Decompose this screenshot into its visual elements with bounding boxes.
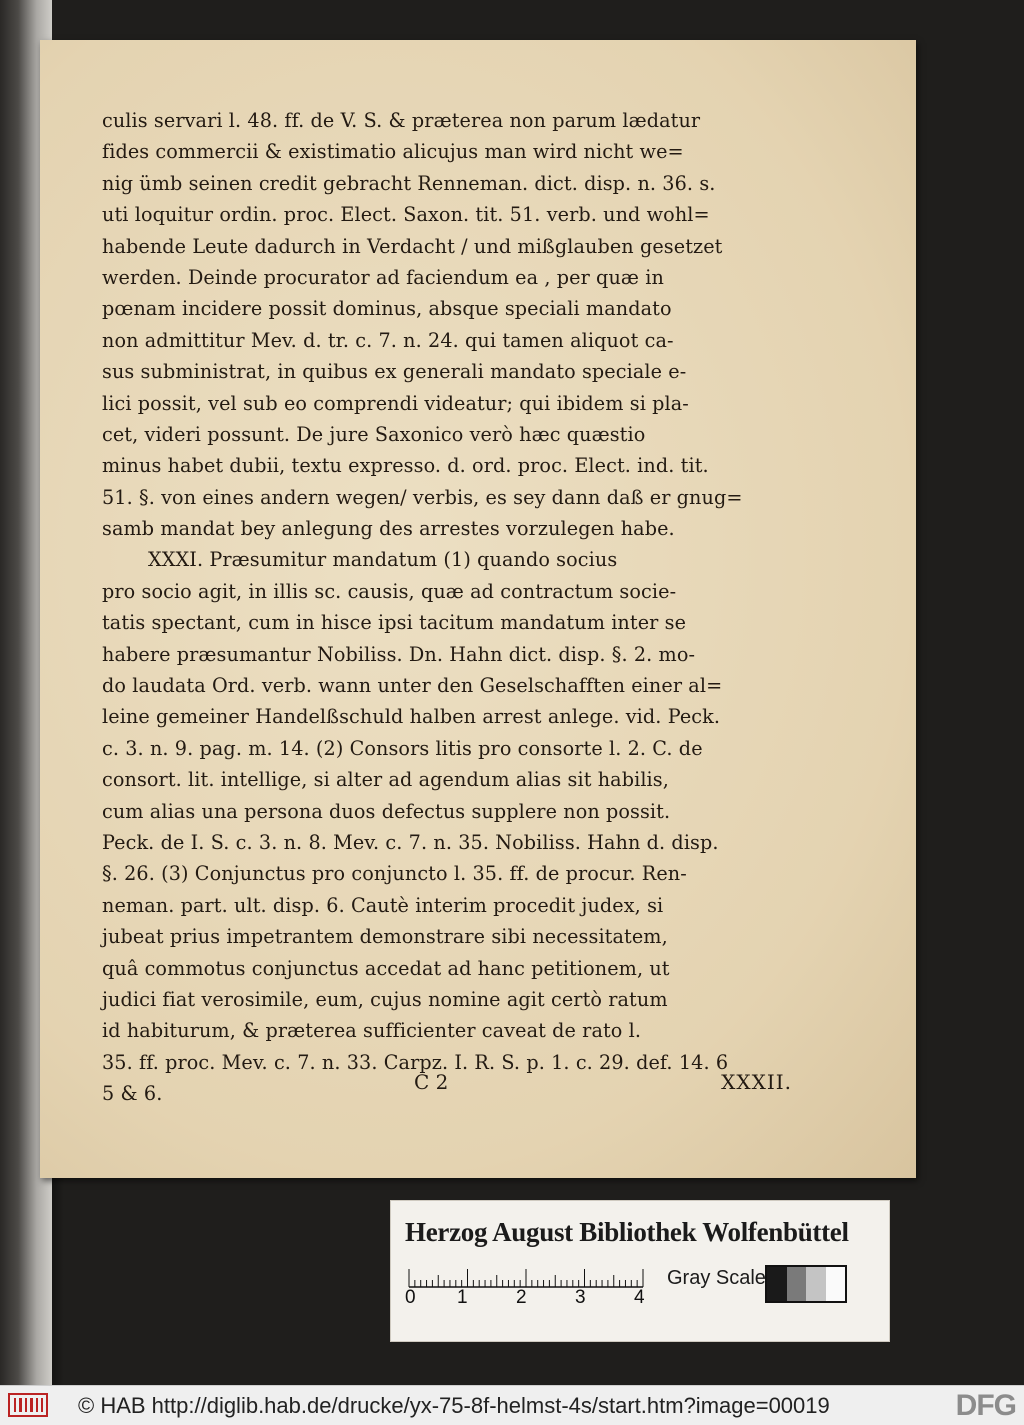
text-line: jubeat prius impetrantem demonstrare sibi necessitatem, (102, 925, 668, 949)
text-line: pro socio agit, in illis sc. causis, quæ ad contractum socie- (102, 579, 677, 603)
library-label (390, 1200, 890, 1342)
catchword: XXXII. (721, 1070, 792, 1094)
text-line: 51. §. von eines andern wegen/ verbis, es sey dann daß er gnug= (102, 485, 743, 509)
credit-bar (0, 1385, 1024, 1425)
text-line: habere præsumantur Nobiliss. Dn. Hahn dict. disp. §. 2. mo- (102, 642, 696, 666)
text-line: habende Leute dadurch in Verdacht / und mißglauben gesetzet (102, 234, 723, 258)
text-line: c. 3. n. 9. pag. m. 14. (2) Consors litis pro consorte l. 2. C. de (102, 736, 703, 760)
section-heading-line: XXXI. Præsumitur mandatum (1) quando socius (148, 548, 618, 572)
gray-patch (767, 1267, 787, 1301)
text-line: leine gemeiner Handelßschuld halben arrest anlege. vid. Peck. (102, 705, 721, 729)
text-line: samb mandat bey anlegung des arrestes vorzulegen habe. (102, 517, 675, 541)
text-line: do laudata Ord. verb. wann unter den Geselschafften einer al= (102, 674, 723, 698)
text-line: consort. lit. intellige, si alter ad agendum alias sit habilis, (102, 768, 669, 792)
book-page (40, 40, 916, 1178)
ruler-ticks (409, 1269, 643, 1287)
page-footer (102, 1070, 802, 1102)
centimeter-ruler (405, 1265, 655, 1305)
gray-scale-patches (765, 1265, 847, 1303)
gray-patch (787, 1267, 807, 1301)
text-line: sus subministrat, in quibus ex generali mandato speciale e- (102, 360, 687, 384)
text-line: tatis spectant, cum in hisce ipsi tacitum mandatum inter se (102, 611, 687, 635)
text-line: cum alias una persona duos defectus supplere non possit. (102, 799, 671, 823)
barcode-icon (8, 1393, 48, 1417)
text-line: 5 & 6. (102, 1082, 163, 1106)
text-line: judici fiat verosimile, eum, cujus nomine agit certò ratum (102, 987, 668, 1011)
text-line: 35. ff. proc. Mev. c. 7. n. 33. Carpz. I. R. S. p. 1. c. 29. def. 14. 6 (102, 1050, 729, 1074)
text-line: pœnam incidere possit dominus, absque speciali mandato (102, 297, 672, 321)
text-line: quâ commotus conjunctus accedat ad hanc petitionem, ut (102, 956, 670, 980)
text-line: culis servari l. 48. ff. de V. S. & præterea non parum lædatur (102, 109, 701, 132)
dfg-logo: DFG (955, 1389, 1016, 1422)
text-line: non admittitur Mev. d. tr. c. 7. n. 24. qui tamen aliquot ca- (102, 328, 674, 352)
label-title: Herzog August Bibliothek Wolfenbüttel (405, 1217, 849, 1247)
text-line: lici possit, vel sub eo comprendi videatur; qui ibidem si pla- (102, 391, 689, 415)
credit-link[interactable]: © HAB http://diglib.hab.de/drucke/yx-75-8f-helmst-4s/start.htm?image=00019 (78, 1393, 830, 1418)
page-text (102, 105, 782, 1110)
ruler-number: 0 (405, 1287, 416, 1305)
text-line: Peck. de I. S. c. 3. n. 8. Mev. c. 7. n. 35. Nobiliss. Hahn d. disp. (102, 830, 719, 854)
text-line: nig ümb seinen credit gebracht Renneman. dict. disp. n. 36. s. (102, 171, 716, 195)
text-line: werden. Deinde procurator ad faciendum ea , per quæ in (102, 265, 664, 289)
text-line: cet, videri possunt. De jure Saxonico verò hæc quæstio (102, 422, 646, 446)
ruler-number: 3 (575, 1287, 586, 1305)
gray-scale-label: Gray Scale (667, 1267, 766, 1289)
gray-patch (806, 1267, 826, 1301)
text-line: fides commercii & existimatio alicujus man wird nicht we= (102, 140, 684, 164)
gray-patch (826, 1267, 846, 1301)
ruler-number: 4 (634, 1287, 645, 1305)
text-line: minus habet dubii, textu expresso. d. ord. proc. Elect. ind. tit. (102, 454, 709, 478)
ruler-number: 1 (457, 1287, 468, 1305)
text-line: uti loquitur ordin. proc. Elect. Saxon. tit. 51. verb. und wohl= (102, 203, 710, 227)
signature-mark: C 2 (414, 1070, 449, 1094)
text-line: id habiturum, & præterea sufficienter caveat de rato l. (102, 1019, 642, 1043)
ruler-number: 2 (516, 1287, 527, 1305)
text-line: §. 26. (3) Conjunctus pro conjuncto l. 35. ff. de procur. Ren- (102, 862, 687, 886)
text-line: neman. part. ult. disp. 6. Cautè interim procedit judex, si (102, 893, 664, 917)
